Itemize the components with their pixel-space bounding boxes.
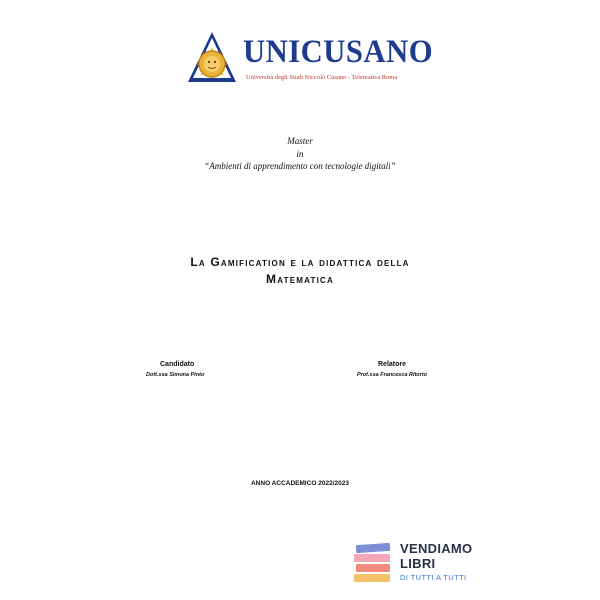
supervisor-name: Prof.ssa Francesca Ritorto xyxy=(357,372,427,378)
brand-tagline: DI TUTTI A TUTTI xyxy=(400,573,467,582)
book-stack-icon xyxy=(352,540,396,586)
master-course-name: “Ambienti di apprendimento con tecnologie digitali” xyxy=(204,161,396,171)
university-name: UNICUSANO xyxy=(243,34,434,70)
brand-name-line-1: VENDIAMO xyxy=(400,541,473,556)
university-seal-icon xyxy=(186,30,238,86)
thesis-title-line-2: Matematica xyxy=(266,272,334,286)
thesis-title-line-1: La Gamification e la didattica della xyxy=(190,255,410,269)
brand-name-line-2: LIBRI xyxy=(400,556,436,571)
university-logo xyxy=(186,30,434,92)
supervisor-label: Relatore xyxy=(378,361,407,368)
master-in: in xyxy=(296,149,304,159)
master-label: Master xyxy=(287,136,313,146)
university-subtitle: Università degli Studi Niccolò Cusano - Telematica Roma xyxy=(246,74,398,81)
academic-year: ANNO ACCADEMICO 2022/2023 xyxy=(250,480,349,487)
candidate-name: Dott.ssa Simona Pinto xyxy=(146,372,205,378)
vendiamo-libri-badge xyxy=(352,540,502,586)
candidate-label: Candidato xyxy=(160,361,195,368)
